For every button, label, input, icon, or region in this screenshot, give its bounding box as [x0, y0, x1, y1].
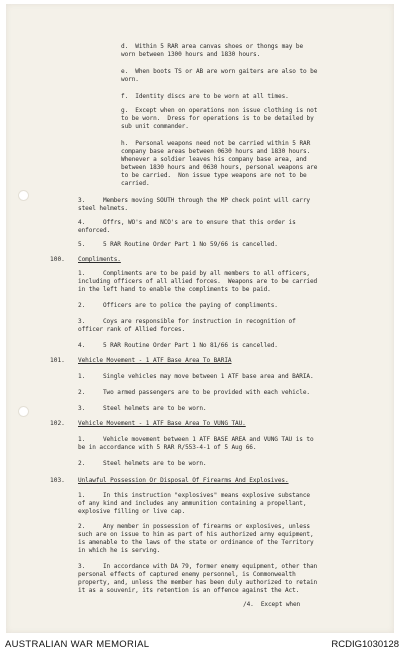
- text-line: 2. Any member in possession of firearms or explosives, unless: [78, 523, 310, 530]
- continuation-note: /4. Except when: [243, 601, 301, 608]
- text-line: 2. Two armed passengers are to be provided with each vehicle.: [78, 389, 310, 396]
- text-line: 3. Members moving SOUTH through the MP check point will carry: [78, 197, 310, 204]
- text-line: enforced.: [78, 227, 111, 234]
- text-line: d. Within 5 RAR area canvas shoes or thongs may be: [121, 43, 304, 50]
- text-line: 2. Steel helmets are to be worn.: [78, 460, 207, 467]
- text-line: 3. In accordance with DA 79, former enemy equipment, other than: [78, 563, 318, 570]
- text-line: 3. Steel helmets are to be worn.: [78, 405, 207, 412]
- punch-hole-top: [18, 190, 29, 201]
- text-line: worn between 1300 hours and 1830 hours.: [121, 51, 261, 58]
- text-line: 5. 5 RAR Routine Order Part 1 No 59/66 is cancelled.: [78, 241, 278, 248]
- text-line: personal effects of captured enemy personnel, is Commonwealth: [78, 571, 296, 578]
- text-line: steel helmets.: [78, 205, 128, 212]
- section-number: 103.: [50, 477, 65, 484]
- punch-hole-bottom: [18, 406, 29, 417]
- text-line: 4. Offrs, WO's and NCO's are to ensure that this order is: [78, 219, 296, 226]
- text-line: 3. Coys are responsible for instruction in recognition of: [78, 318, 296, 325]
- text-line: 2. Officers are to police the paying of compliments.: [78, 302, 278, 309]
- text-line: is amenable to the laws of the state or ordinance of the Territory: [78, 539, 314, 546]
- text-line: 1. Vehicle movement between 1 ATF BASE AREA and VUNG TAU is to: [78, 436, 314, 443]
- section-heading: Vehicle Movement - 1 ATF Base Area To VUNG TAU.: [78, 420, 246, 427]
- text-line: carried.: [121, 180, 150, 187]
- text-line: company base areas between 0630 hours and 1830 hours.: [121, 148, 311, 155]
- section-heading: Vehicle Movement - 1 ATF Base Area To BARIA: [78, 357, 232, 364]
- text-line: such are on issue to him as part of his authorized army equipment,: [78, 531, 314, 538]
- text-line: sub unit commander.: [121, 123, 189, 130]
- section-heading: Compliments.: [78, 256, 121, 263]
- text-line: be in accordance with 5 RAR R/553-4-1 of 5 Aug 66.: [78, 444, 257, 451]
- text-line: in the left hand to enable the compliments to be paid.: [78, 286, 271, 293]
- text-line: between 1830 hours and 0630 hours, personal weapons are: [121, 164, 318, 171]
- text-line: g. Except when on operations non issue clothing is not: [121, 107, 318, 114]
- text-line: h. Personal weapons need not be carried within 5 RAR: [121, 140, 311, 147]
- text-line: e. When boots TS or AB are worn gaiters are also to be: [121, 68, 318, 75]
- section-number: 101.: [50, 357, 65, 364]
- text-line: worn.: [121, 76, 139, 83]
- text-line: property, and, unless the member has been duly authorized to retain: [78, 579, 318, 586]
- section-number: 102.: [50, 420, 65, 427]
- text-line: to be worn. Dress for operations is to be detailed by: [121, 115, 314, 122]
- section-number: 100.: [50, 256, 65, 263]
- text-line: including officers of all allied forces. Weapons are to be carried: [78, 278, 318, 285]
- text-line: in which he is serving.: [78, 547, 161, 554]
- text-line: 4. 5 RAR Routine Order Part 1 No 81/66 is cancelled.: [78, 342, 278, 349]
- text-line: 1. Single vehicles may move between 1 ATF base area and BARIA.: [78, 373, 314, 380]
- section-heading: Unlawful Possession Or Disposal Of Firearms And Explosives.: [78, 477, 289, 484]
- text-line: explosive filling or live cap.: [78, 508, 186, 515]
- text-line: 1. In this instruction "explosives" means explosive substance: [78, 492, 310, 499]
- text-line: Whenever a soldier leaves his company base area, and: [121, 156, 307, 163]
- text-line: of any kind and includes any ammunition containing a propellant,: [78, 500, 307, 507]
- text-line: f. Identity discs are to be worn at all times.: [121, 93, 289, 100]
- text-line: to be carried. Non issue type weapons are not to be: [121, 172, 307, 179]
- text-line: 1. Compliments are to be paid by all members to all officers,: [78, 270, 310, 277]
- text-line: it as a souvenir, its retention is an offence against the Act.: [78, 587, 300, 594]
- archive-footer: [0, 634, 405, 654]
- archive-name: AUSTRALIAN WAR MEMORIAL: [5, 639, 150, 650]
- document-id: RCDIG1030128: [331, 639, 399, 650]
- text-line: officer rank of Allied forces.: [78, 326, 186, 333]
